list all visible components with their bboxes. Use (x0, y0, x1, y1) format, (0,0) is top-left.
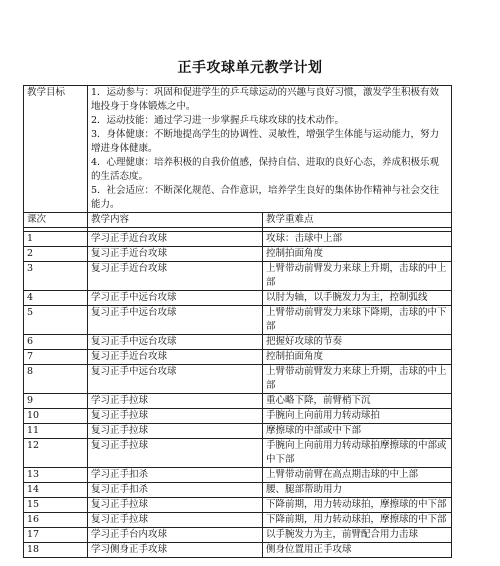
goals-text (88, 86, 452, 213)
lesson-content: 学习正手台内攻球 (88, 528, 263, 543)
lesson-number: 8 (24, 365, 88, 394)
lesson-content: 复习正手中远台攻球 (88, 365, 263, 394)
lesson-focus: 手腕向上向前用力转动球拍摩擦球的中部或中下部 (263, 439, 452, 468)
table-row (24, 439, 452, 468)
document-title: 正手攻球单元教学计划 (177, 60, 323, 76)
lesson-focus: 重心略下降，前臂梢下沉 (263, 394, 452, 409)
lesson-focus: 摩擦球的中部或中下部 (263, 424, 452, 439)
lesson-content: 复习正手拉球 (88, 424, 263, 439)
table-row (24, 513, 452, 528)
lesson-number: 18 (24, 543, 88, 558)
lesson-content: 复习正手拉球 (88, 498, 263, 513)
goal-line: 5．社会适应：不断深化规范、合作意识，培养学生良好的集体协作精神与社会交往能力。 (91, 185, 440, 210)
lesson-focus: 攻球：击球中上部 (263, 232, 452, 247)
lesson-content: 复习正手近台攻球 (88, 247, 263, 262)
lesson-content: 复习正手近台攻球 (88, 262, 263, 291)
lesson-content: 复习正手拉球 (88, 513, 263, 528)
header-content: 教学内容 (88, 213, 263, 228)
lesson-focus: 控制拍面角度 (263, 350, 452, 365)
lesson-number: 16 (24, 513, 88, 528)
lesson-focus: 腰、腿部帮助用力 (263, 483, 452, 498)
table-row (24, 483, 452, 498)
lesson-content: 复习正手拉球 (88, 409, 263, 424)
lesson-number: 17 (24, 528, 88, 543)
table-row (24, 232, 452, 247)
lesson-number: 9 (24, 394, 88, 409)
table-row (24, 262, 452, 291)
lesson-content: 复习正手拉球 (88, 439, 263, 468)
lesson-number: 15 (24, 498, 88, 513)
lesson-focus: 以手腕发力为主，前臂配合用力击球 (263, 528, 452, 543)
lesson-focus: 上臂带动前臂在高点期击球的中上部 (263, 468, 452, 483)
goal-line: 4．心理健康：培养积极的自我价值感，保持自信、进取的良好心态，养成积极乐观的生活态度。 (91, 157, 440, 182)
lesson-content: 复习正手中远台攻球 (88, 335, 263, 350)
table-row (24, 543, 452, 558)
table-row (24, 365, 452, 394)
lesson-focus: 下降前期，用力转动球拍，摩擦球的中下部 (263, 498, 452, 513)
lesson-content: 复习正手近台攻球 (88, 350, 263, 365)
goals-label: 教学目标 (24, 86, 88, 213)
lesson-content: 学习正手拉球 (88, 394, 263, 409)
table-row (24, 468, 452, 483)
header-focus: 教学重难点 (263, 213, 452, 228)
lesson-content: 复习正手扣杀 (88, 483, 263, 498)
lesson-number: 12 (24, 439, 88, 468)
lesson-focus: 下降前期，用力转动球拍，摩擦球的中下部 (263, 513, 452, 528)
lesson-number: 1 (24, 232, 88, 247)
table-row (24, 306, 452, 335)
goal-line: 3．身体健康：不断地提高学生的协调性、灵敏性，增强学生体能与运动能力，努力增进身体健康。 (91, 129, 440, 154)
table-row (24, 247, 452, 262)
lesson-focus: 上臂带动前臂发力来球下降期，击球的中下部 (263, 306, 452, 335)
goals-row (24, 86, 452, 213)
lesson-number: 14 (24, 483, 88, 498)
table-row (24, 424, 452, 439)
lesson-number: 5 (24, 306, 88, 335)
goal-line: 1．运动参与：巩固和促进学生的乒乓球运动的兴趣与良好习惯，激发学生积极有效地投身于身体锻炼之中。 (91, 87, 440, 112)
goal-line: 2．运动技能：通过学习进一步掌握乒乓球攻球的技术动作。 (91, 115, 345, 126)
lesson-number: 4 (24, 291, 88, 306)
lesson-focus: 手腕向上向前用力转动球拍 (263, 409, 452, 424)
lesson-number: 10 (24, 409, 88, 424)
lesson-number: 2 (24, 247, 88, 262)
lesson-plan-table (23, 85, 452, 558)
lesson-content: 学习侧身正手攻球 (88, 543, 263, 558)
lesson-number: 6 (24, 335, 88, 350)
table-row (24, 394, 452, 409)
table-row (24, 528, 452, 543)
table-row (24, 291, 452, 306)
header-row (24, 213, 452, 228)
lesson-number: 3 (24, 262, 88, 291)
lesson-focus: 把握好攻球的节奏 (263, 335, 452, 350)
lesson-number: 13 (24, 468, 88, 483)
lesson-focus: 控制拍面角度 (263, 247, 452, 262)
lesson-number: 7 (24, 350, 88, 365)
header-period: 课次 (24, 213, 88, 228)
table-row (24, 498, 452, 513)
lesson-focus: 以肘为轴，以手腕发力为主，控制弧线 (263, 291, 452, 306)
table-row (24, 409, 452, 424)
lesson-focus: 侧身位置用正手攻球 (263, 543, 452, 558)
table-row (24, 350, 452, 365)
lesson-content: 学习正手近台攻球 (88, 232, 263, 247)
lesson-focus: 上臂带动前臂发力来球上升期，击球的中上部 (263, 365, 452, 394)
lesson-focus: 上臂带动前臂发力来球上升期，击球的中上部 (263, 262, 452, 291)
lesson-content: 复习正手中远台攻球 (88, 306, 263, 335)
lesson-content: 学习正手扣杀 (88, 468, 263, 483)
table-row (24, 335, 452, 350)
lesson-content: 学习正手中远台攻球 (88, 291, 263, 306)
lesson-number: 11 (24, 424, 88, 439)
